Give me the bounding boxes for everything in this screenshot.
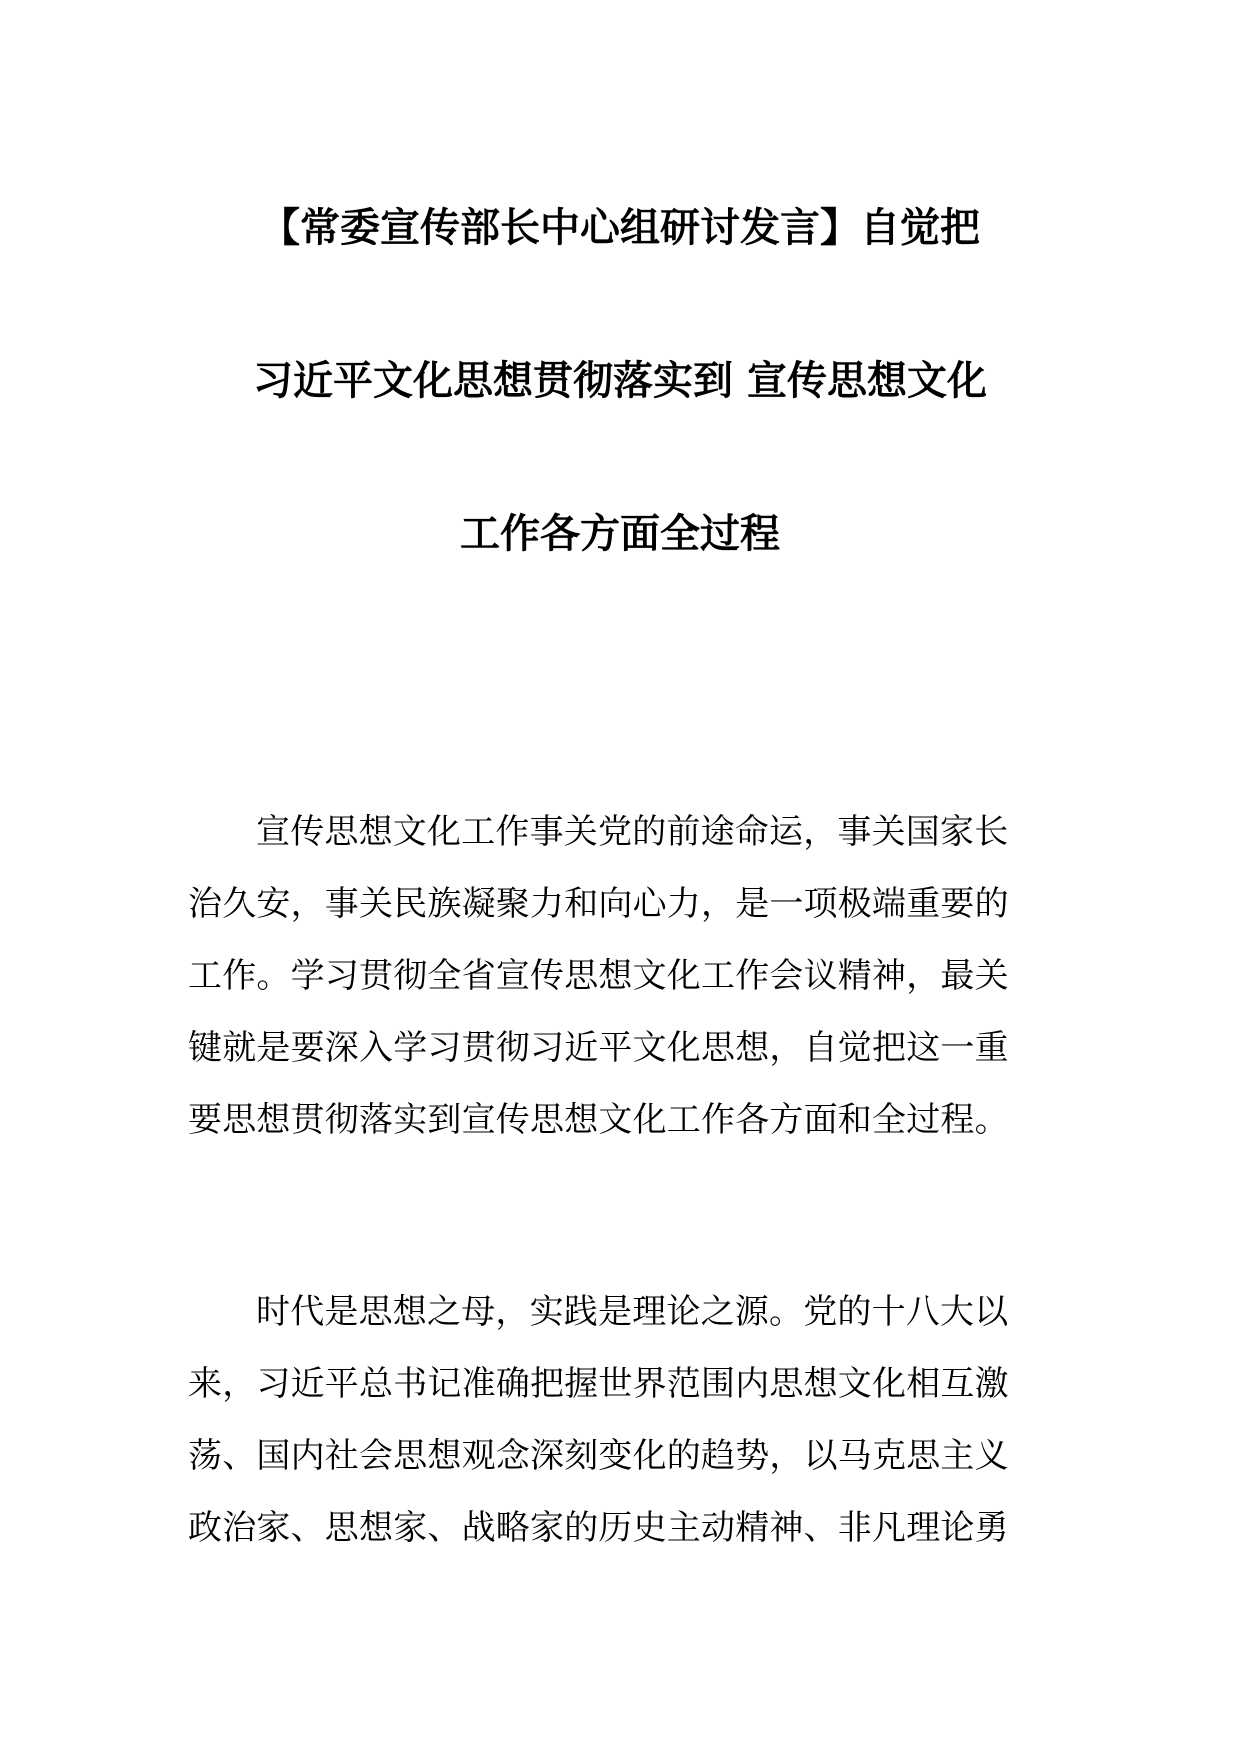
title-line-1: 【常委宣传部长中心组研讨发言】自觉把 <box>260 205 980 251</box>
paragraph-2 <box>188 1276 1054 1564</box>
paragraph-2-line-4: 政治家、思想家、战略家的历史主动精神、非凡理论勇 <box>188 1508 1009 1548</box>
paragraph-1-line-1: 宣传思想文化工作事关党的前途命运，事关国家长 <box>256 812 1009 852</box>
paragraph-1-line-2: 治久安，事关民族凝聚力和向心力，是一项极端重要的 <box>188 884 1009 924</box>
paragraph-2-line-2: 来，习近平总书记准确把握世界范围内思想文化相互激 <box>188 1364 1009 1404</box>
paragraph-1-line-4: 键就是要深入学习贯彻习近平文化思想，自觉把这一重 <box>188 1028 1009 1068</box>
title-line-2: 习近平文化思想贯彻落实到 宣传思想文化 <box>253 358 987 404</box>
title-line-3: 工作各方面全过程 <box>460 511 780 557</box>
paragraph-1 <box>188 796 1054 1156</box>
document-title <box>150 190 1090 572</box>
paragraph-2-line-1: 时代是思想之母，实践是理论之源。党的十八大以 <box>256 1292 1009 1332</box>
paragraph-1-line-3: 工作。学习贯彻全省宣传思想文化工作会议精神，最关 <box>188 956 1009 996</box>
paragraph-2-line-3: 荡、国内社会思想观念深刻变化的趋势，以马克思主义 <box>188 1436 1009 1476</box>
paragraph-1-line-5: 要思想贯彻落实到宣传思想文化工作各方面和全过程。 <box>188 1100 1009 1140</box>
